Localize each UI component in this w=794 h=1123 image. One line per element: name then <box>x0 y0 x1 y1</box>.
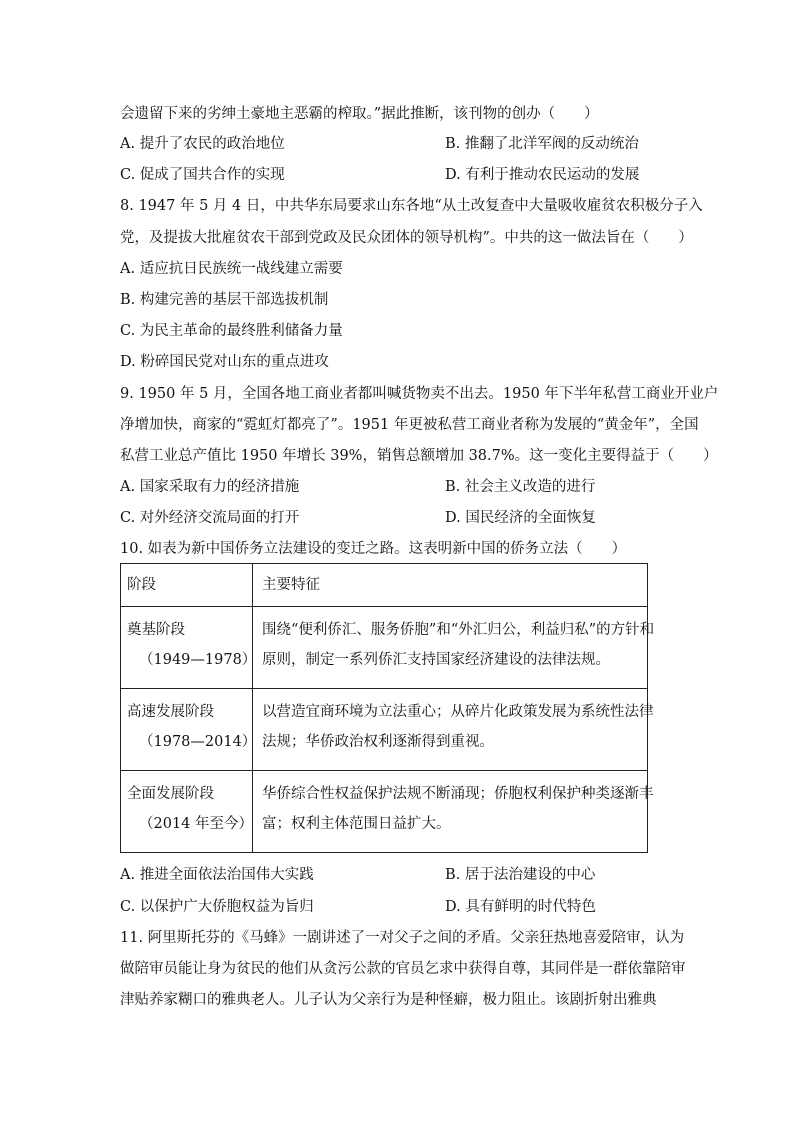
stage-name: 奠基阶段 <box>127 622 185 638</box>
q8-option-d[interactable]: D. 粉碎国民党对山东的重点进攻 <box>120 354 329 370</box>
stage-cell <box>121 689 257 771</box>
q8-option-a[interactable]: A. 适应抗日民族统一战线建立需要 <box>120 261 343 277</box>
q10-option-a[interactable]: A. 推进全面依法治国伟大实践 <box>120 867 314 883</box>
overseas-chinese-legislation-table <box>120 563 655 853</box>
stage-cell <box>121 607 257 689</box>
stage-cell <box>121 771 253 853</box>
q8-option-b[interactable]: B. 构建完善的基层干部选拔机制 <box>120 292 329 308</box>
feature-line: 法规；华侨政治权利逐渐得到重视。 <box>262 734 494 750</box>
feature-cell <box>253 771 654 853</box>
q7-option-b[interactable]: B. 推翻了北洋军阀的反动统治 <box>445 136 639 152</box>
stage-years: （1949—1978） <box>139 652 257 668</box>
stage-years: （1978—2014） <box>139 734 257 750</box>
q8-option-c[interactable]: C. 为民主革命的最终胜利储备力量 <box>120 323 343 339</box>
header-feature: 主要特征 <box>253 564 648 607</box>
question-11-stem-line1: 11. 阿里斯托芬的《马蜂》一剧讲述了一对父子之间的矛盾。父亲狂热地喜爱陪审，认为 <box>120 930 685 946</box>
q10-option-b[interactable]: B. 居于法治建设的中心 <box>445 867 596 883</box>
question-9-stem-line2: 净增加快，商家的“霓虹灯都亮了”。1951 年更被私营工商业者称为发展的“黄金年”，全国 <box>120 417 699 433</box>
question-11-stem-line3: 津贴养家糊口的雅典老人。儿子认为父亲行为是种怪癖，极力阻止。该剧折射出雅典 <box>120 992 657 1008</box>
stage-years: （2014 年至今） <box>139 816 254 832</box>
question-9-stem-line1: 9. 1950 年 5 月，全国各地工商业者都叫喊货物卖不出去。1950 年下半年私营工商业开业户 <box>120 386 719 402</box>
feature-line: 围绕“便利侨汇、服务侨胞”和“外汇归公，利益归私”的方针和 <box>262 622 655 638</box>
feature-line: 以营造宜商环境为立法重心；从碎片化政策发展为系统性法律 <box>262 704 654 720</box>
q7-option-d[interactable]: D. 有利于推动农民运动的发展 <box>445 167 640 183</box>
q9-option-c[interactable]: C. 对外经济交流局面的打开 <box>120 510 300 526</box>
question-8-stem-line1: 8. 1947 年 5 月 4 日，中共华东局要求山东各地“从土改复查中大量吸收雇贫农积极分子入 <box>120 198 703 214</box>
stage-name: 高速发展阶段 <box>127 704 214 720</box>
question-9-stem-line3: 私营工业总产值比 1950 年增长 39%，销售总额增加 38.7%。这一变化主要得益于（ ） <box>120 448 718 464</box>
question-10-stem: 10. 如表为新中国侨务立法建设的变迁之路。这表明新中国的侨务立法（ ） <box>120 541 627 557</box>
stage-name: 全面发展阶段 <box>127 786 214 802</box>
table-header-row <box>121 564 648 607</box>
q9-option-a[interactable]: A. 国家采取有力的经济措施 <box>120 479 300 495</box>
question-8-stem-line2: 党，及提拔大批雇贫农干部到党政及民众团体的领导机构”。中共的这一做法旨在（ ） <box>120 230 693 246</box>
header-stage: 阶段 <box>121 564 253 607</box>
question-11-stem-line2: 做陪审员能让身为贫民的他们从贪污公款的官员乞求中获得自尊，其同伴是一群依靠陪审 <box>120 961 686 977</box>
feature-cell <box>253 607 655 689</box>
feature-line: 富；权利主体范围日益扩大。 <box>262 816 451 832</box>
q10-option-c[interactable]: C. 以保护广大侨胞权益为旨归 <box>120 899 314 915</box>
feature-cell <box>253 689 654 771</box>
table-row <box>121 771 648 853</box>
feature-line: 华侨综合性权益保护法规不断涌现；侨胞权利保护种类逐渐丰 <box>262 786 654 802</box>
table-row <box>121 607 648 689</box>
q9-option-d[interactable]: D. 国民经济的全面恢复 <box>445 510 596 526</box>
q9-option-b[interactable]: B. 社会主义改造的进行 <box>445 479 596 495</box>
question-7-stem-tail: 会遗留下来的劣绅土豪地主恶霸的榨取。”据此推断，该刊物的创办（ ） <box>120 106 599 122</box>
table-row <box>121 689 648 771</box>
q7-option-a[interactable]: A. 提升了农民的政治地位 <box>120 136 285 152</box>
feature-line: 原则，制定一系列侨汇支持国家经济建设的法律法规。 <box>262 652 610 668</box>
q10-option-d[interactable]: D. 具有鲜明的时代特色 <box>445 899 596 915</box>
q7-option-c[interactable]: C. 促成了国共合作的实现 <box>120 167 285 183</box>
